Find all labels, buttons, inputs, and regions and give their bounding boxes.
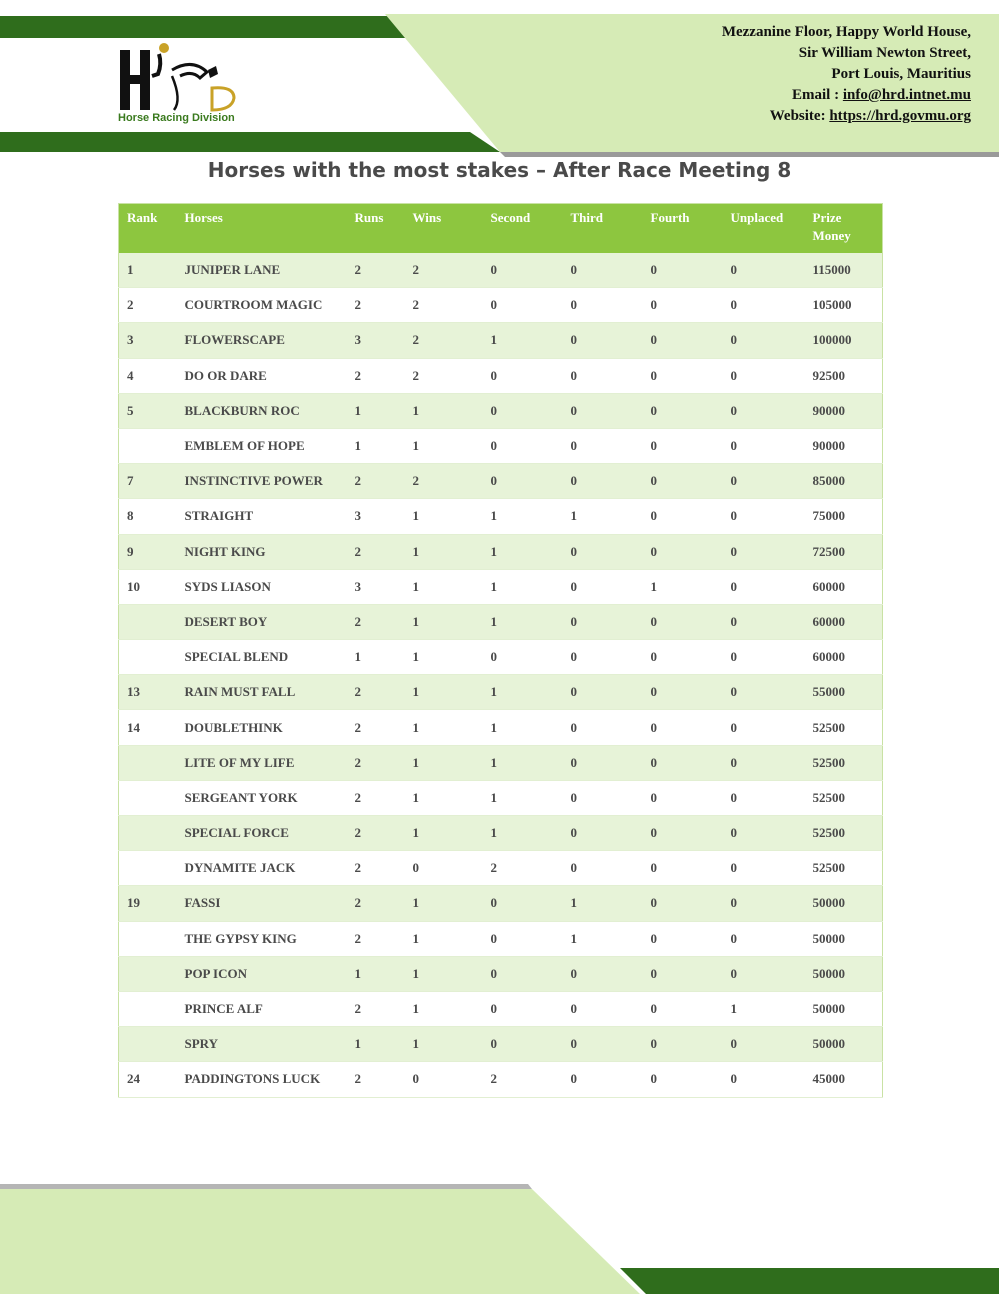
table-cell: 1 — [405, 534, 483, 569]
table-cell: 0 — [563, 569, 643, 604]
table-cell: 2 — [405, 358, 483, 393]
header-dark-band-left — [0, 16, 418, 38]
table-cell: 1 — [405, 991, 483, 1026]
table-cell: 0 — [723, 499, 805, 534]
table-cell: 1 — [405, 710, 483, 745]
table-cell: STRAIGHT — [177, 499, 347, 534]
table-cell: 1 — [405, 886, 483, 921]
table-cell: 2 — [347, 710, 405, 745]
table-cell: 0 — [563, 464, 643, 499]
table-cell: 2 — [119, 288, 177, 323]
table-cell: 1 — [405, 780, 483, 815]
table-cell: 50000 — [805, 991, 883, 1026]
column-header: Prize Money — [805, 204, 883, 253]
table-cell: 0 — [723, 534, 805, 569]
table-cell: 0 — [405, 851, 483, 886]
table-cell: 2 — [483, 1062, 563, 1097]
email-link[interactable]: info@hrd.intnet.mu — [842, 87, 971, 103]
table-cell: 0 — [643, 288, 723, 323]
column-header: Runs — [347, 204, 405, 253]
table-cell: 2 — [347, 288, 405, 323]
table-cell: 0 — [643, 534, 723, 569]
table-cell: 0 — [723, 428, 805, 463]
table-cell: 0 — [563, 710, 643, 745]
table-cell — [119, 640, 177, 675]
table-cell: 0 — [723, 710, 805, 745]
table-cell: 1 — [723, 991, 805, 1026]
table-row — [119, 569, 883, 604]
table-cell: 0 — [563, 604, 643, 639]
table-cell: 72500 — [805, 534, 883, 569]
footer-shadow-edge — [0, 1184, 532, 1189]
table-cell: 2 — [347, 358, 405, 393]
table-cell: JUNIPER LANE — [177, 253, 347, 288]
table-cell — [119, 991, 177, 1026]
table-row — [119, 393, 883, 428]
table-cell: 1 — [405, 428, 483, 463]
table-cell: SPRY — [177, 1027, 347, 1062]
table-row — [119, 745, 883, 780]
table-cell: 2 — [347, 921, 405, 956]
table-cell: 0 — [483, 428, 563, 463]
table-cell: 0 — [723, 1027, 805, 1062]
table-cell: 0 — [643, 253, 723, 288]
table-cell: 3 — [347, 323, 405, 358]
table-cell: 0 — [483, 253, 563, 288]
table-cell: 1 — [483, 816, 563, 851]
table-row — [119, 604, 883, 639]
table-cell: 0 — [483, 393, 563, 428]
table-cell: 1 — [643, 569, 723, 604]
table-cell: 52500 — [805, 710, 883, 745]
table-cell: 50000 — [805, 921, 883, 956]
table-cell: 50000 — [805, 956, 883, 991]
header-dark-band-bottom — [0, 132, 500, 152]
table-cell: SYDS LIASON — [177, 569, 347, 604]
table-cell: 1 — [483, 323, 563, 358]
table-cell: 0 — [643, 956, 723, 991]
table-row — [119, 886, 883, 921]
table-row — [119, 640, 883, 675]
table-cell: 52500 — [805, 780, 883, 815]
table-cell: 75000 — [805, 499, 883, 534]
table-cell: 3 — [119, 323, 177, 358]
table-cell: 0 — [643, 886, 723, 921]
table-cell: 0 — [563, 675, 643, 710]
table-cell: 3 — [347, 499, 405, 534]
table-row — [119, 534, 883, 569]
table-cell: 0 — [483, 288, 563, 323]
table-cell: 1 — [347, 428, 405, 463]
table-cell: 0 — [643, 1027, 723, 1062]
table-cell: 2 — [405, 464, 483, 499]
table-cell: 24 — [119, 1062, 177, 1097]
table-row — [119, 780, 883, 815]
table-body — [119, 253, 883, 1098]
table-cell: 0 — [643, 745, 723, 780]
table-cell — [119, 780, 177, 815]
table-cell: 0 — [643, 393, 723, 428]
table-cell: 0 — [563, 640, 643, 675]
table-cell: 50000 — [805, 886, 883, 921]
table-cell: 19 — [119, 886, 177, 921]
table-cell: PRINCE ALF — [177, 991, 347, 1026]
footer-banner — [0, 1180, 999, 1294]
table-cell: 1 — [405, 1027, 483, 1062]
email-label: Email : — [792, 87, 843, 103]
table-cell: 2 — [347, 534, 405, 569]
table-cell: 0 — [643, 991, 723, 1026]
table-cell: 1 — [405, 745, 483, 780]
table-cell: 2 — [347, 604, 405, 639]
table-row — [119, 253, 883, 288]
column-header: Wins — [405, 204, 483, 253]
table-cell: 0 — [563, 991, 643, 1026]
table-cell: 1 — [405, 921, 483, 956]
table-cell: 1 — [347, 1027, 405, 1062]
table-cell: 50000 — [805, 1027, 883, 1062]
table-cell: 0 — [723, 569, 805, 604]
table-cell: 92500 — [805, 358, 883, 393]
table-cell: 1 — [405, 640, 483, 675]
column-header: Rank — [119, 204, 177, 253]
table-cell: 0 — [483, 991, 563, 1026]
website-label: Website: — [769, 108, 830, 124]
table-cell: FASSI — [177, 886, 347, 921]
table-cell: 52500 — [805, 851, 883, 886]
table-cell: 0 — [483, 886, 563, 921]
table-cell: 0 — [643, 921, 723, 956]
table-row — [119, 499, 883, 534]
table-cell: 55000 — [805, 675, 883, 710]
table-cell: 0 — [563, 851, 643, 886]
email-line — [722, 85, 971, 106]
table-cell: 1 — [483, 534, 563, 569]
table-cell: 0 — [563, 780, 643, 815]
table-cell: 0 — [563, 428, 643, 463]
logo-caption: Horse Racing Division — [118, 112, 235, 124]
table-cell: 0 — [723, 604, 805, 639]
table-row — [119, 1062, 883, 1097]
table-cell: 0 — [643, 816, 723, 851]
table-cell: FLOWERSCAPE — [177, 323, 347, 358]
table-row — [119, 428, 883, 463]
table-cell: 0 — [723, 780, 805, 815]
table-cell — [119, 921, 177, 956]
table-cell: 0 — [723, 464, 805, 499]
address-block — [722, 22, 971, 127]
table-row — [119, 816, 883, 851]
table-cell: 1 — [483, 745, 563, 780]
table-cell: 2 — [347, 851, 405, 886]
table-cell: 0 — [723, 288, 805, 323]
column-header: Unplaced — [723, 204, 805, 253]
table-cell: 0 — [563, 816, 643, 851]
table-cell: 2 — [347, 991, 405, 1026]
table-cell: 0 — [723, 323, 805, 358]
address-line-2: Sir William Newton Street, — [798, 45, 971, 61]
table-cell: 0 — [563, 288, 643, 323]
table-cell: 0 — [643, 780, 723, 815]
table-cell: 90000 — [805, 393, 883, 428]
column-header: Second — [483, 204, 563, 253]
table-cell: 0 — [483, 358, 563, 393]
table-row — [119, 956, 883, 991]
table-cell: EMBLEM OF HOPE — [177, 428, 347, 463]
table-cell: 45000 — [805, 1062, 883, 1097]
table-cell: 0 — [643, 358, 723, 393]
table-cell: 0 — [723, 253, 805, 288]
table-cell: 5 — [119, 393, 177, 428]
table-cell: 1 — [405, 499, 483, 534]
table-cell: 60000 — [805, 569, 883, 604]
table-cell: 14 — [119, 710, 177, 745]
table-row — [119, 323, 883, 358]
table-header-row — [119, 204, 883, 253]
table-cell: BLACKBURN ROC — [177, 393, 347, 428]
table-cell — [119, 851, 177, 886]
table-cell: 2 — [347, 816, 405, 851]
table-cell: 0 — [483, 956, 563, 991]
table-cell: 1 — [119, 253, 177, 288]
table-cell: 2 — [483, 851, 563, 886]
table-cell: 0 — [723, 886, 805, 921]
table-cell: 9 — [119, 534, 177, 569]
table-cell: 0 — [405, 1062, 483, 1097]
table-cell — [119, 604, 177, 639]
table-cell: 0 — [643, 499, 723, 534]
table-cell: SERGEANT YORK — [177, 780, 347, 815]
table-cell: DO OR DARE — [177, 358, 347, 393]
table-cell: 0 — [643, 851, 723, 886]
table-row — [119, 1027, 883, 1062]
footer-dark-band — [620, 1268, 999, 1294]
table-cell: 0 — [483, 1027, 563, 1062]
address-line-1: Mezzanine Floor, Happy World House, — [721, 24, 971, 40]
table-cell: 0 — [643, 1062, 723, 1097]
table-cell: 1 — [483, 675, 563, 710]
table-row — [119, 851, 883, 886]
table-cell: 1 — [483, 780, 563, 815]
table-cell: DOUBLETHINK — [177, 710, 347, 745]
column-header: Horses — [177, 204, 347, 253]
table-cell: 8 — [119, 499, 177, 534]
footer-light-panel — [0, 1189, 640, 1294]
table-cell: SPECIAL BLEND — [177, 640, 347, 675]
table-cell — [119, 956, 177, 991]
table-cell: 52500 — [805, 816, 883, 851]
table-cell: POP ICON — [177, 956, 347, 991]
table-cell: 115000 — [805, 253, 883, 288]
table-cell: 7 — [119, 464, 177, 499]
table-cell: RAIN MUST FALL — [177, 675, 347, 710]
table-cell: 0 — [723, 745, 805, 780]
table-cell: 1 — [563, 921, 643, 956]
table-cell: 90000 — [805, 428, 883, 463]
table-cell: 1 — [347, 393, 405, 428]
table-cell: 2 — [347, 253, 405, 288]
table-cell: 2 — [347, 780, 405, 815]
table-row — [119, 288, 883, 323]
table-cell: 0 — [483, 921, 563, 956]
table-cell: SPECIAL FORCE — [177, 816, 347, 851]
header-shadow-edge — [500, 152, 999, 157]
table-row — [119, 991, 883, 1026]
table-cell: 1 — [563, 886, 643, 921]
table-cell: LITE OF MY LIFE — [177, 745, 347, 780]
table-cell: 1 — [347, 640, 405, 675]
table-cell: 1 — [483, 604, 563, 639]
table-cell: 1 — [347, 956, 405, 991]
table-cell: 0 — [643, 464, 723, 499]
table-row — [119, 675, 883, 710]
table-cell: 52500 — [805, 745, 883, 780]
page-title: Horses with the most stakes – After Race Meeting 8 — [207, 158, 792, 182]
table-cell — [119, 745, 177, 780]
table-cell: 0 — [563, 323, 643, 358]
table-cell: 0 — [563, 1062, 643, 1097]
table-cell: 10 — [119, 569, 177, 604]
table-cell: 2 — [347, 464, 405, 499]
table-row — [119, 464, 883, 499]
table-cell: 3 — [347, 569, 405, 604]
table-row — [119, 358, 883, 393]
table-cell: 2 — [405, 253, 483, 288]
table-cell: DESERT BOY — [177, 604, 347, 639]
table-cell: 1 — [405, 956, 483, 991]
table-cell: 4 — [119, 358, 177, 393]
table-cell: 0 — [643, 604, 723, 639]
table-cell: 0 — [723, 1062, 805, 1097]
table-cell: THE GYPSY KING — [177, 921, 347, 956]
table-cell: 60000 — [805, 604, 883, 639]
stakes-table — [118, 203, 883, 1098]
table-cell: 0 — [643, 323, 723, 358]
table-cell: 0 — [723, 393, 805, 428]
table-cell — [119, 428, 177, 463]
table-cell: 1 — [563, 499, 643, 534]
table-cell: INSTINCTIVE POWER — [177, 464, 347, 499]
table-cell: 0 — [563, 534, 643, 569]
table-cell: 2 — [347, 1062, 405, 1097]
table-cell — [119, 1027, 177, 1062]
table-cell: 0 — [483, 640, 563, 675]
table-cell: 1 — [405, 393, 483, 428]
table-cell: 0 — [723, 675, 805, 710]
table-cell: 0 — [563, 253, 643, 288]
table-cell: 0 — [723, 358, 805, 393]
table-cell: 0 — [723, 956, 805, 991]
table-cell: 1 — [405, 604, 483, 639]
table-cell: 2 — [347, 745, 405, 780]
table-cell: 0 — [643, 428, 723, 463]
table-cell: 1 — [483, 499, 563, 534]
table-cell: 1 — [405, 816, 483, 851]
table-cell — [119, 816, 177, 851]
table-cell: 0 — [563, 956, 643, 991]
website-link[interactable]: https://hrd.govmu.org — [829, 108, 971, 124]
table-cell: 0 — [483, 464, 563, 499]
table-cell: 0 — [723, 816, 805, 851]
table-cell: 0 — [643, 640, 723, 675]
table-cell: 0 — [723, 851, 805, 886]
table-cell: 0 — [563, 393, 643, 428]
table-cell: 1 — [405, 569, 483, 604]
table-cell: DYNAMITE JACK — [177, 851, 347, 886]
table-cell: 100000 — [805, 323, 883, 358]
table-cell: NIGHT KING — [177, 534, 347, 569]
table-cell: 0 — [563, 1027, 643, 1062]
table-cell: 1 — [483, 710, 563, 745]
table-cell: 2 — [347, 675, 405, 710]
table-row — [119, 921, 883, 956]
website-line — [722, 106, 971, 127]
table-cell: 0 — [563, 358, 643, 393]
table-cell: 2 — [405, 323, 483, 358]
table-cell: COURTROOM MAGIC — [177, 288, 347, 323]
table-cell: 85000 — [805, 464, 883, 499]
table-cell: 1 — [483, 569, 563, 604]
table-row — [119, 710, 883, 745]
table-cell: 2 — [405, 288, 483, 323]
table-cell: 0 — [643, 710, 723, 745]
table-cell: 2 — [347, 886, 405, 921]
table-cell: 13 — [119, 675, 177, 710]
table-cell: 0 — [643, 675, 723, 710]
column-header: Fourth — [643, 204, 723, 253]
table-cell: PADDINGTONS LUCK — [177, 1062, 347, 1097]
table-cell: 0 — [723, 921, 805, 956]
column-header: Third — [563, 204, 643, 253]
table-cell: 0 — [723, 640, 805, 675]
table-cell: 105000 — [805, 288, 883, 323]
table-cell: 1 — [405, 675, 483, 710]
table-cell: 60000 — [805, 640, 883, 675]
address-line-3: Port Louis, Mauritius — [831, 66, 971, 82]
table-cell: 0 — [563, 745, 643, 780]
